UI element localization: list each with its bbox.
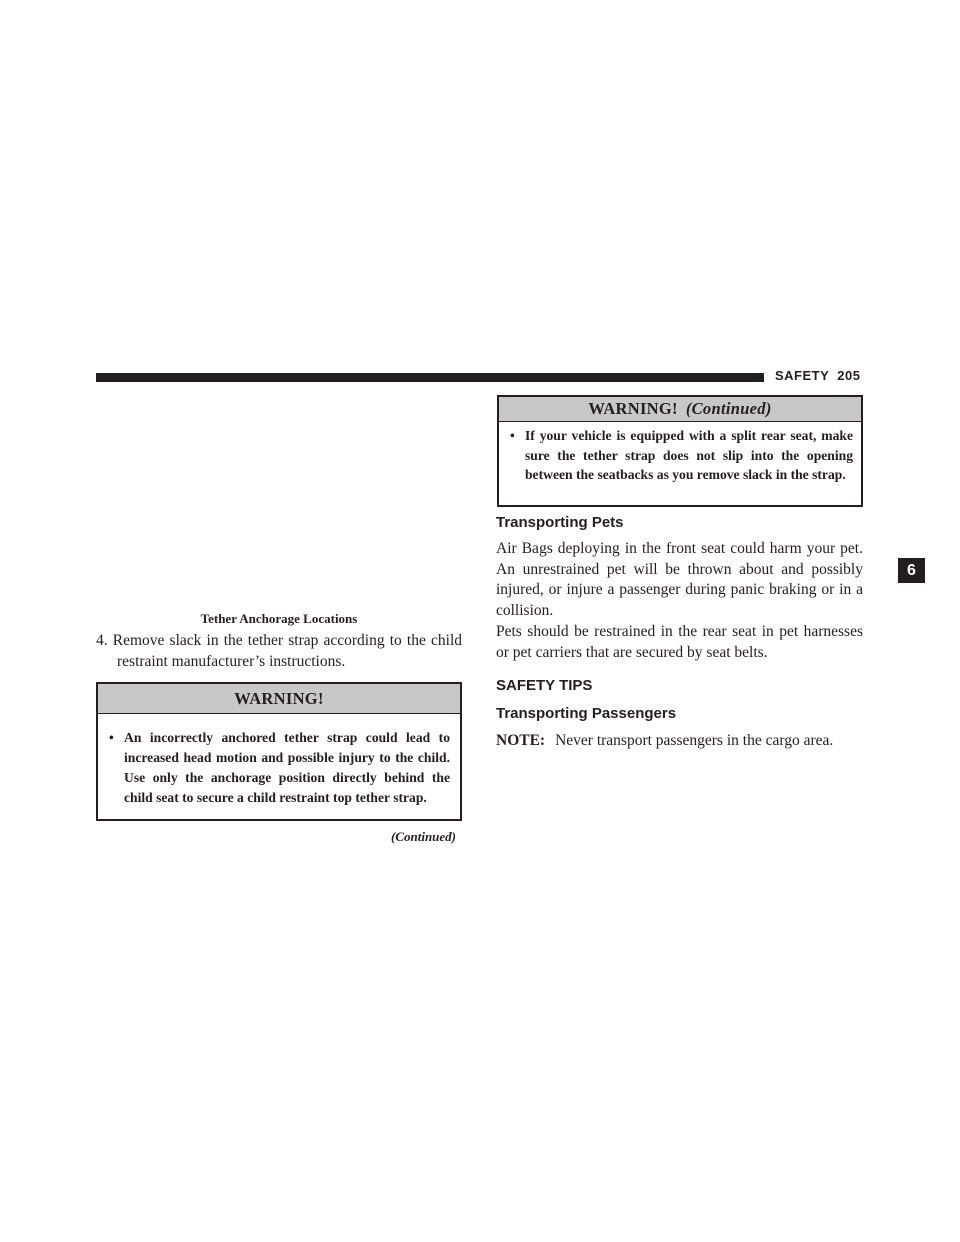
note-label: NOTE: xyxy=(496,732,546,749)
warning-continued-title xyxy=(499,397,861,422)
pets-paragraph-2: Pets should be restrained in the rear seat in pet harnesses or pet carriers that are secured by seat belts. xyxy=(496,623,863,661)
section-title: SAFETY xyxy=(775,368,830,383)
note-text: Never transport passengers in the cargo area. xyxy=(555,732,834,749)
header-rule xyxy=(96,373,764,382)
figure-caption: Tether Anchorage Locations xyxy=(200,611,358,626)
step-4: 4. Remove slack in the tether strap according to the child restraint manufacturer’s instructions. xyxy=(96,632,462,670)
continued-note: (Continued) xyxy=(390,829,456,844)
bullet-icon: • xyxy=(510,428,515,443)
warning-item-text: An incorrectly anchored tether strap could lead to increased head motion and possible injury to the child. Use only the anchorage position directly behind the child seat to secure a child restraint top tether strap. xyxy=(124,730,450,805)
warning-list xyxy=(499,422,861,485)
note xyxy=(496,732,863,750)
pets-paragraph-1: Air Bags deploying in the front seat could harm your pet. An unrestrained pet will be thrown about and possibly injured, or injure a passenger during panic braking or in a collision. xyxy=(496,540,863,619)
warning-title-text: WARNING! xyxy=(588,399,678,418)
warning-item-text: If your vehicle is equipped with a split rear seat, make sure the tether strap does not slip into the opening between the seatbacks as you remove slack in the strap. xyxy=(525,428,853,482)
warning-item xyxy=(505,426,853,485)
warning-item xyxy=(104,728,450,808)
running-header xyxy=(775,368,861,383)
chapter-tab: 6 xyxy=(898,558,925,583)
warning-continued-label: (Continued) xyxy=(685,399,772,418)
warning-title-text: WARNING! xyxy=(234,689,324,708)
page-number: 205 xyxy=(837,368,861,383)
warning-list xyxy=(98,714,460,808)
warning-title xyxy=(98,684,460,714)
heading-transporting-passengers: Transporting Passengers xyxy=(496,705,677,722)
warning-continued-box xyxy=(497,395,863,507)
warning-box xyxy=(96,682,462,821)
heading-safety-tips: SAFETY TIPS xyxy=(496,677,593,694)
bullet-icon: • xyxy=(109,730,114,745)
heading-transporting-pets: Transporting Pets xyxy=(496,514,624,531)
